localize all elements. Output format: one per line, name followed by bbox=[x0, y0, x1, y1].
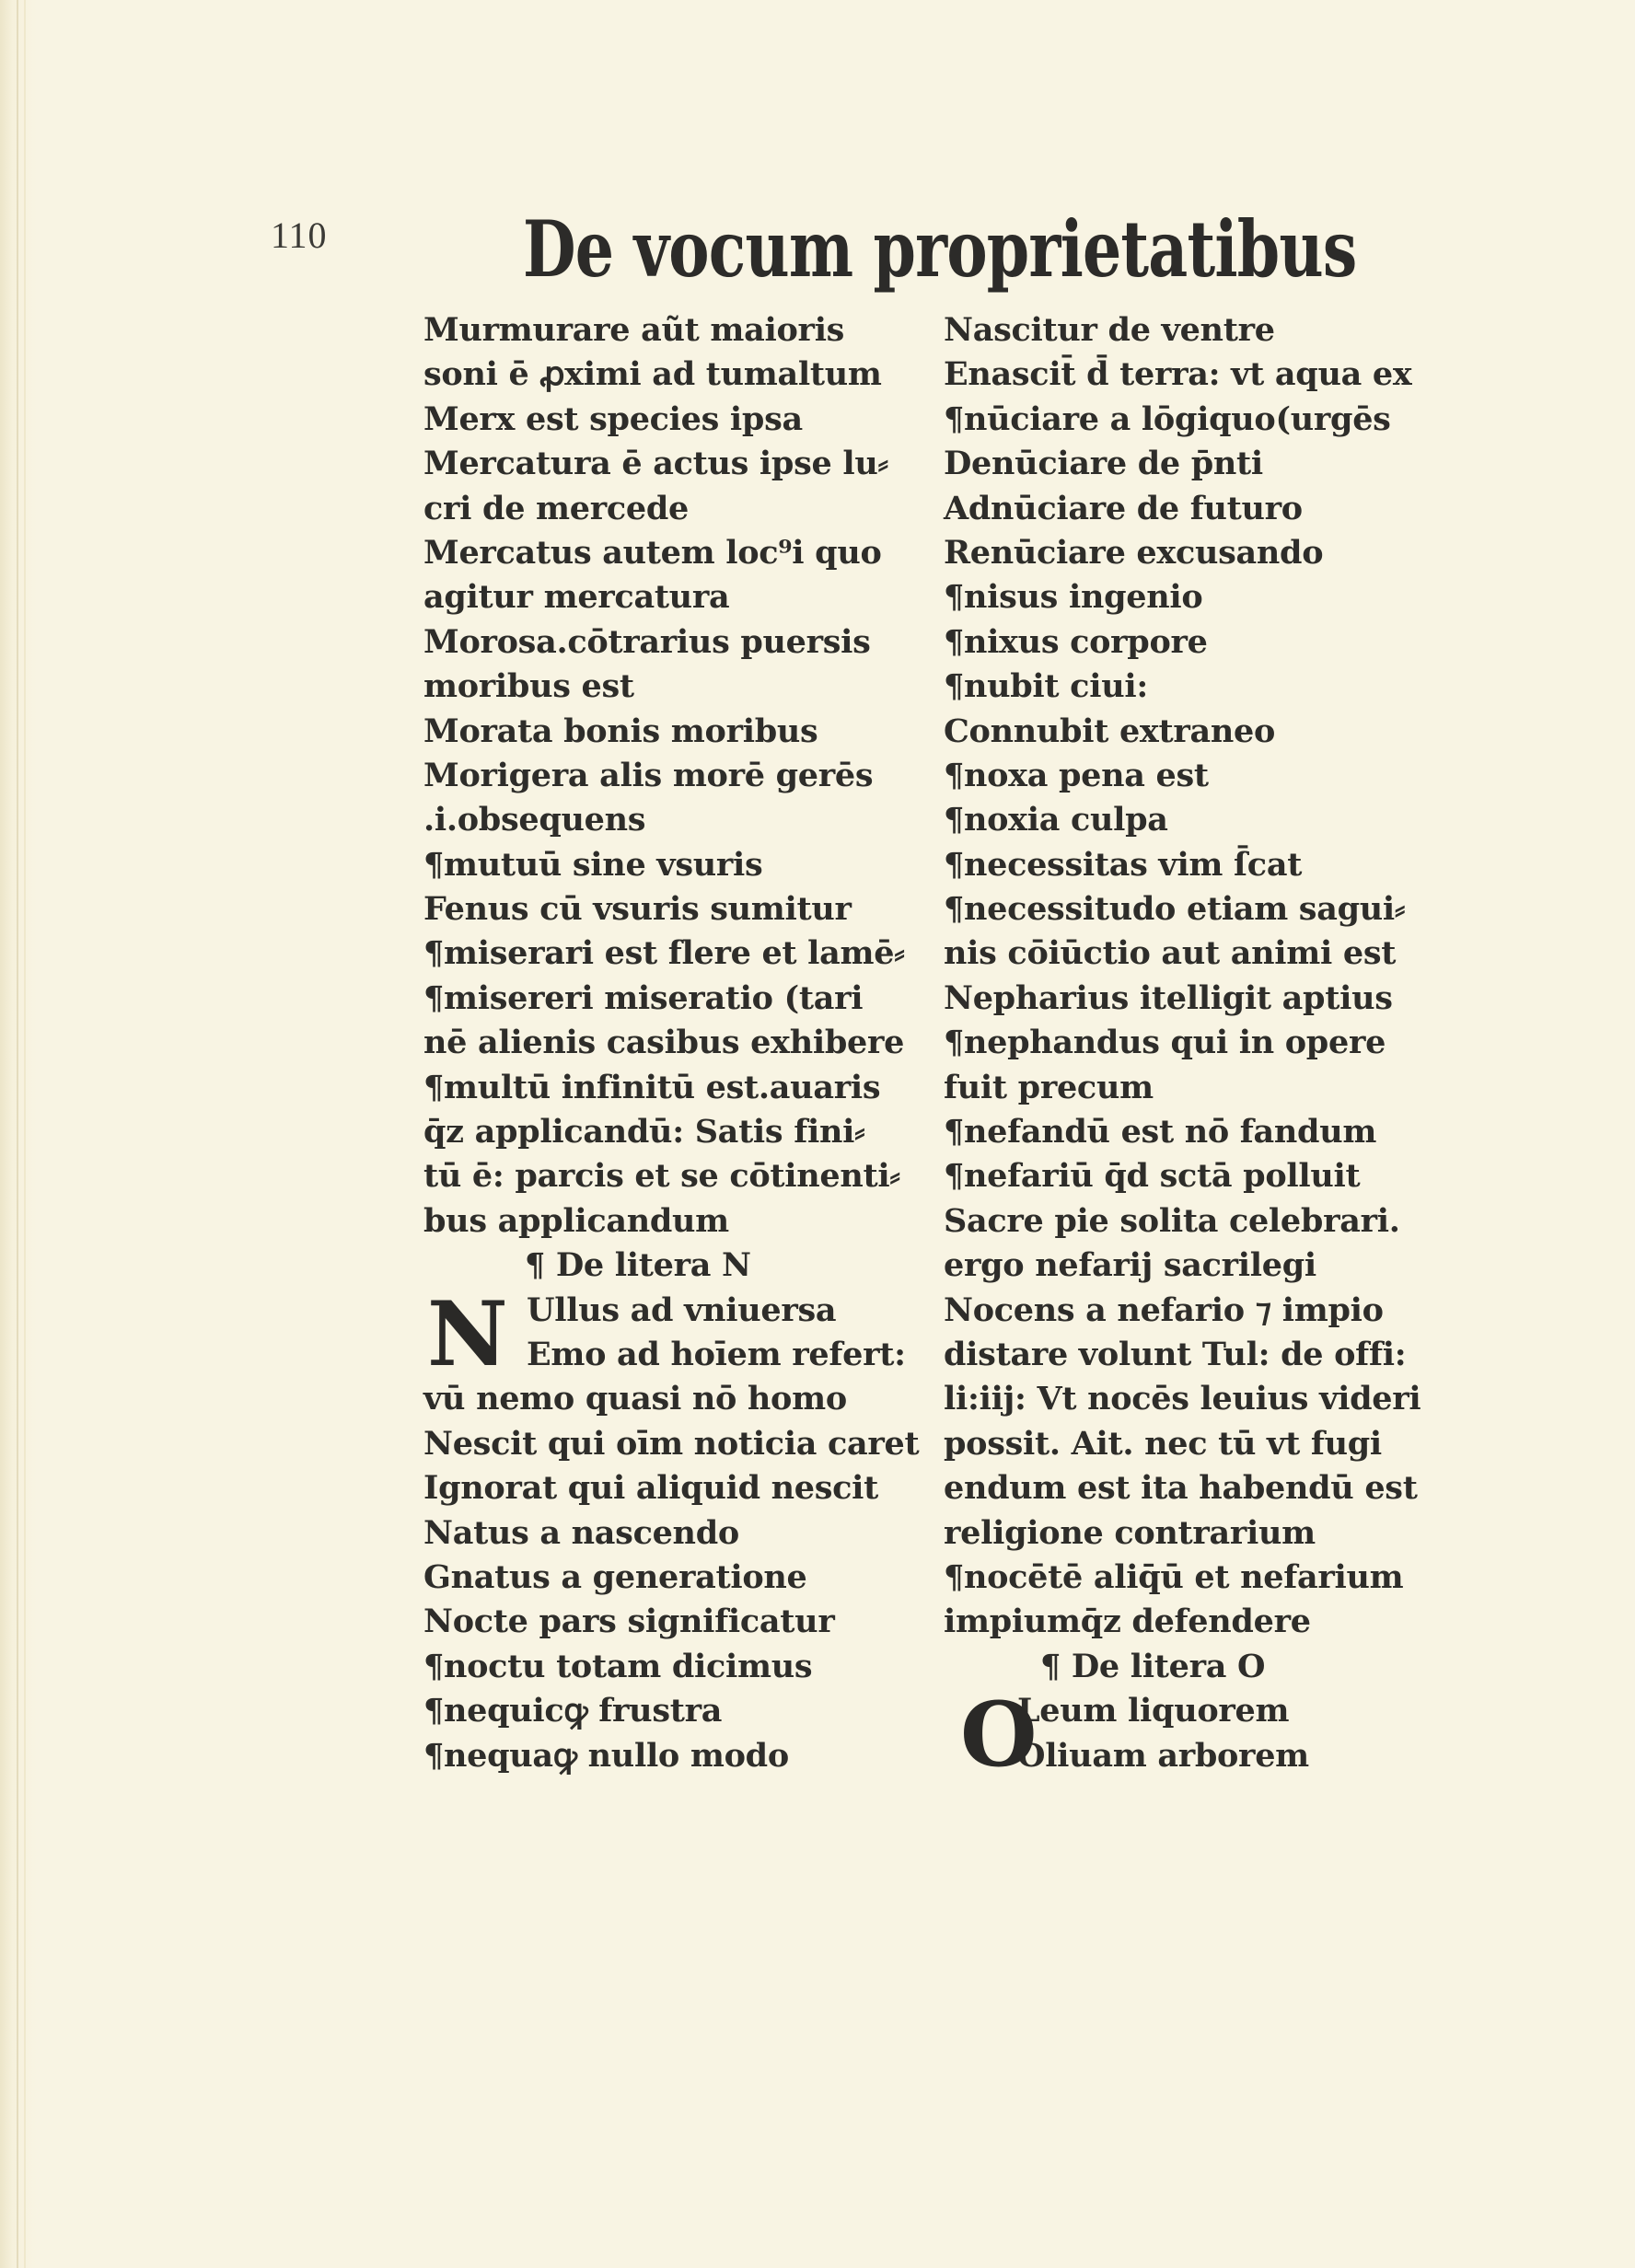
text-line: ¶noctu totam dicimus bbox=[423, 1647, 813, 1685]
right-column-entries bbox=[944, 308, 1459, 1645]
text-line: fuit precum bbox=[944, 1068, 1154, 1106]
text-line: Murmurare aũt maioris bbox=[423, 311, 845, 349]
section-heading-n: ¶ De litera N bbox=[525, 1246, 751, 1285]
text-line: ¶multū infinitū est.auaris bbox=[423, 1068, 881, 1106]
dropcap-block-n bbox=[423, 1281, 944, 1386]
running-title: De vocum proprietatibus bbox=[523, 203, 1357, 295]
text-line: Morosa.cōtrarius puersis bbox=[423, 622, 871, 661]
text-line: Ullus ad vniuersa bbox=[527, 1290, 837, 1329]
text-line: ¶necessitudo etiam sagui⸗ bbox=[944, 890, 1406, 929]
text-line: ¶necessitas vim ſ̄cat bbox=[944, 845, 1303, 884]
text-line: Morigera alis morē gerēs bbox=[423, 756, 874, 794]
text-line: Mercatus autem loc⁹i quo bbox=[423, 533, 882, 572]
left-column-entries-bottom bbox=[423, 1377, 944, 1778]
text-line: ¶miserari est flere et lamē⸗ bbox=[423, 934, 905, 973]
dropcap-letter: O bbox=[960, 1683, 1038, 1788]
text-line: Nocte pars significatur bbox=[423, 1603, 835, 1641]
text-line: ¶nequaꝙ nullo modo bbox=[423, 1736, 789, 1775]
text-line: agitur mercatura bbox=[423, 578, 730, 617]
text-line: Gnatus a generatione bbox=[423, 1557, 807, 1596]
text-line: nē alienis casibus exhibere bbox=[423, 1024, 905, 1062]
text-line: Nepharius itelligit aptius bbox=[944, 978, 1393, 1017]
text-line: Nascitur de ventre bbox=[944, 311, 1275, 349]
text-line: Fenus cū vsuris sumitur bbox=[423, 890, 852, 929]
text-line: tū ē: parcis et se cōtinenti⸗ bbox=[423, 1157, 900, 1196]
text-line: Adnūciare de futuro bbox=[944, 489, 1303, 527]
text-line: ¶nequicꝙ frustra bbox=[423, 1692, 723, 1730]
text-line: ¶nisus ingenio bbox=[944, 578, 1203, 617]
text-line: li:iij: Vt nocēs leuius videri bbox=[944, 1380, 1421, 1418]
text-line: distare volunt Tul: de offi: bbox=[944, 1335, 1407, 1373]
text-line: religione contrarium bbox=[944, 1513, 1316, 1552]
text-line: Leum liquorem bbox=[1017, 1692, 1290, 1730]
text-line: Sacre pie solita celebrari. bbox=[944, 1201, 1400, 1240]
page-number: 110 bbox=[271, 214, 328, 256]
page-edge-line bbox=[17, 0, 18, 2268]
left-column bbox=[423, 308, 944, 1778]
text-line: soni ē ꝓximi ad tumaltum bbox=[423, 355, 882, 394]
text-line: Natus a nascendo bbox=[423, 1513, 739, 1552]
text-line: Enascit̄ d̄ terra: vt aqua ex bbox=[944, 355, 1412, 394]
text-line: nis cōiūctio aut animi est bbox=[944, 934, 1397, 973]
dropcap-letter: N bbox=[427, 1281, 508, 1386]
text-line: cri de mercede bbox=[423, 489, 690, 527]
text-line: endum est ita habendū est bbox=[944, 1469, 1418, 1508]
text-line: Nescit qui oīm noticia caret bbox=[423, 1424, 920, 1463]
text-line: Renūciare excusando bbox=[944, 533, 1324, 572]
text-line: ¶nefandū est nō fandum bbox=[944, 1113, 1377, 1151]
text-line: q̄z applicandū: Satis fini⸗ bbox=[423, 1113, 865, 1151]
text-line: Emo ad hoīem refert: bbox=[527, 1335, 906, 1373]
text-line: ¶nixus corpore bbox=[944, 622, 1208, 661]
text-line: ¶noxia culpa bbox=[944, 801, 1168, 839]
text-line: .i.obsequens bbox=[423, 801, 646, 839]
text-line: ergo nefarij sacrilegi bbox=[944, 1246, 1316, 1285]
text-line: ¶nephandus qui in opere bbox=[944, 1024, 1386, 1062]
text-line: Oliuam arborem bbox=[1017, 1736, 1309, 1775]
text-line: possit. Ait. nec tū vt fugi bbox=[944, 1424, 1382, 1463]
text-line: Connubit extraneo bbox=[944, 712, 1276, 750]
text-line: ¶nefariū q̄d sctā polluit bbox=[944, 1157, 1361, 1196]
text-line: moribus est bbox=[423, 667, 634, 706]
text-line: Denūciare de p̄nti bbox=[944, 445, 1263, 483]
text-line: bus applicandum bbox=[423, 1201, 729, 1240]
text-line: vū nemo quasi nō homo bbox=[423, 1380, 847, 1418]
text-line: Nocens a nefario ⁊ impio bbox=[944, 1290, 1384, 1329]
left-column-entries-top bbox=[423, 308, 944, 1244]
text-line: Morata bonis moribus bbox=[423, 712, 818, 750]
text-line: Mercatura ē actus ipse lu⸗ bbox=[423, 445, 888, 483]
text-line: ¶nubit ciui: bbox=[944, 667, 1148, 706]
dropcap-block-o bbox=[944, 1683, 1459, 1788]
text-line: ¶nocētē aliq̄ū et nefarium bbox=[944, 1557, 1404, 1596]
text-line: ¶mutuū sine vsuris bbox=[423, 845, 763, 884]
text-line: ¶noxa pena est bbox=[944, 756, 1209, 794]
section-heading-o: ¶ De litera O bbox=[1040, 1647, 1266, 1685]
right-column bbox=[944, 308, 1459, 1788]
text-line: ¶misereri miseratio (tari bbox=[423, 978, 864, 1017]
page-edge-line bbox=[24, 0, 26, 2268]
text-line: impiumq̄z defendere bbox=[944, 1603, 1311, 1641]
text-line: ¶nūciare a lōgiquo(urgēs bbox=[944, 399, 1391, 438]
text-line: Ignorat qui aliquid nescit bbox=[423, 1469, 879, 1508]
text-line: Merx est species ipsa bbox=[423, 399, 803, 438]
